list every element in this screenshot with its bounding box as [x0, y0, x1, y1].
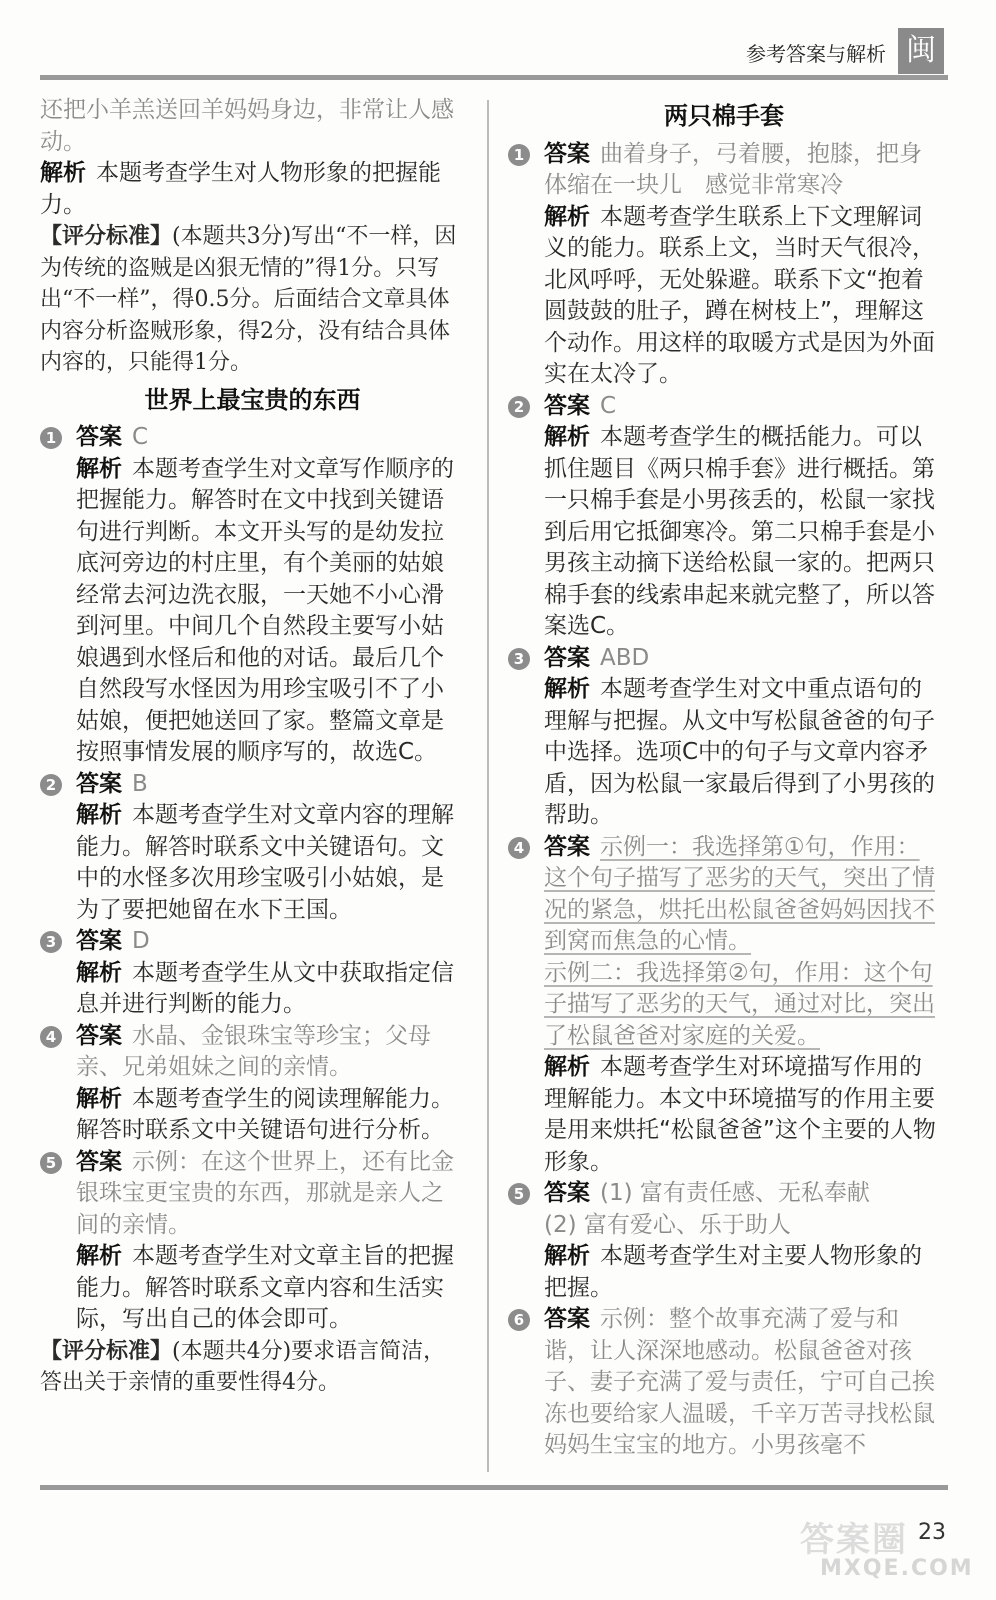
question-item [508, 1178, 940, 1304]
analysis-label: 解析 [544, 1054, 590, 1080]
answer-label: 答案 [76, 928, 122, 954]
page-number: 23 [918, 1520, 946, 1545]
section-title: 世界上最宝贵的东西 [144, 385, 361, 414]
answer-label: 答案 [76, 1148, 122, 1175]
question-number: 2 [40, 774, 62, 796]
analysis-text: 本题考查学生对环境描写作用的理解能力。本文中环境描写的作用主要是用来烘托“松鼠爸爸”这个主要的人物形象。 [544, 1054, 936, 1175]
intro-answer: 还把小羊羔送回羊妈妈身边，非常让人感动。 [40, 97, 454, 155]
analysis-label: 解析 [76, 959, 122, 986]
question-number: 1 [508, 144, 530, 166]
top-rule [40, 75, 948, 80]
right-column [508, 95, 940, 1462]
answer-text: D [132, 928, 150, 954]
analysis-label: 解析 [40, 160, 86, 186]
question-number: 1 [40, 427, 62, 449]
question-item [508, 1304, 940, 1462]
intro-analysis-block [40, 158, 465, 221]
question-item [40, 926, 465, 1021]
analysis-text: 本题考查学生对文章写作顺序的把握能力。解答时在文中找到关键语句进行判断。本文开头写的是幼发拉底河旁边的村庄里，有个美丽的姑娘经常去河边洗衣服，一天她不小心滑到河里。中间几个自然段主要写小姑娘遇到水怪后和他的对话。最后几个自然段写水怪因为用珍宝吸引不了小姑娘，便把她送回了家。整篇文章是按照事情发展的顺序写的，故选C。 [76, 455, 454, 765]
analysis-label: 解析 [76, 1243, 122, 1269]
analysis-text: 本题考查学生对文章内容的理解能力。解答时联系文中关键语句。文中的水怪多次用珍宝吸引小姑娘，是为了要把她留在水下王国。 [76, 802, 454, 923]
bottom-rule [40, 1485, 948, 1490]
question-item [508, 643, 940, 832]
answer-label: 答案 [76, 1022, 122, 1049]
answer-text: (2) 富有爱心、乐于助人 [544, 1211, 791, 1238]
answer-label: 答案 [544, 1306, 590, 1332]
question-item [508, 139, 940, 391]
answer-text: ABD [600, 644, 650, 671]
answer-text: 曲着身子，弓着腰，抱膝，把身体缩在一块儿 感觉非常寒冷 [544, 140, 922, 198]
analysis-label: 解析 [544, 676, 590, 702]
question-item [40, 1021, 465, 1147]
answer-label: 答案 [544, 1180, 590, 1206]
answer-text: 示例一：我选择第①句，作用：这个句子描写了恶劣的天气，突出了情况的紧急，烘托出松鼠爸爸妈妈因找不到窝而焦急的心情。 [544, 833, 935, 954]
analysis-label: 解析 [544, 203, 590, 230]
analysis-text: 本题考查学生的概括能力。可以抓住题目《两只棉手套》进行概括。第一只棉手套是小男孩丢的，松鼠一家找到后用它抵御寒冷。第二只棉手套是小男孩主动摘下送给松鼠一家的。把两只棉手套的线索串起来就完整了，所以答案选C。 [544, 424, 935, 639]
intro-analysis: 本题考查学生对人物形象的把握能力。 [40, 160, 441, 218]
question-number: 4 [40, 1026, 62, 1048]
answer-label: 答案 [544, 140, 590, 167]
answer-label: 答案 [544, 392, 590, 419]
answer-label: 答案 [76, 424, 122, 450]
answer-text: 示例：整个故事充满了爱与和谐，让人深深地感动。松鼠爸爸对孩子、妻子充满了爱与责任，宁可自己挨冻也要给家人温暖，千辛万苦寻找松鼠妈妈生宝宝的地方。小男孩毫不 [544, 1306, 935, 1458]
question-item [40, 769, 465, 927]
question-number: 2 [508, 396, 530, 418]
question-number: 5 [40, 1152, 62, 1174]
analysis-text: 本题考查学生对主要人物形象的把握。 [544, 1243, 922, 1301]
question-item [508, 391, 940, 643]
section-title: 两只棉手套 [664, 102, 784, 130]
scoring-text: (本题共3分)写出“不一样，因为传统的盗贼是凶狠无情的”得1分。只写出“不一样”，得0.5分。后面结合文章具体内容分析盗贼形象，得2分，没有结合具体内容的，只能得1分。 [40, 224, 457, 375]
answer-text: C [132, 424, 149, 450]
question-number: 3 [508, 648, 530, 670]
question-number: 5 [508, 1183, 530, 1205]
question-item [508, 832, 940, 1179]
scoring-label: 【评分标准】 [40, 223, 173, 249]
question-item [40, 1147, 465, 1336]
header-title: 参考答案与解析 [746, 42, 886, 66]
region-badge: 闽 [898, 28, 944, 74]
answer-text: C [600, 392, 617, 419]
answer-text: 示例：在这个世界上，还有比金银珠宝更宝贵的东西，那就是亲人之间的亲情。 [76, 1148, 454, 1238]
scoring-label: 【评分标准】 [40, 1337, 173, 1364]
analysis-label: 解析 [76, 802, 122, 828]
analysis-text: 本题考查学生对文中重点语句的理解与把握。从文中写松鼠爸爸的句子中选择。选项C中的句子与文章内容矛盾，因为松鼠一家最后得到了小男孩的帮助。 [544, 676, 935, 828]
answer-label: 答案 [544, 833, 590, 860]
analysis-text: 本题考查学生联系上下文理解词义的能力。联系上文，当时天气很冷，北风呼呼，无处躲避。联系下文“抱着圆鼓鼓的肚子，蹲在树枝上”，理解这个动作。用这样的取暖方式是因为外面实在太冷了。 [544, 203, 935, 387]
column-divider [487, 100, 489, 1472]
question-item [40, 422, 465, 769]
answer-text: 示例二：我选择第②句，作用：这个句子描写了恶劣的天气，通过对比，突出了松鼠爸爸对家庭的关爱。 [544, 959, 935, 1049]
analysis-label: 解析 [76, 455, 122, 482]
analysis-text: 本题考查学生的阅读理解能力。解答时联系文中关键语句进行分析。 [76, 1085, 454, 1143]
left-column [40, 95, 465, 1399]
analysis-label: 解析 [544, 424, 590, 450]
analysis-label: 解析 [544, 1243, 590, 1269]
analysis-label: 解析 [76, 1085, 122, 1112]
answer-label: 答案 [76, 770, 122, 797]
answer-text: 水晶、金银珠宝等珍宝；父母亲、兄弟姐妹之间的亲情。 [76, 1022, 431, 1080]
answer-label: 答案 [544, 644, 590, 671]
analysis-text: 本题考查学生对文章主旨的把握能力。解答时联系文章内容和生活实际，写出自己的体会即可。 [76, 1243, 454, 1332]
question-number: 6 [508, 1309, 530, 1331]
answer-text: (1) 富有责任感、无私奉献 [600, 1180, 870, 1206]
scoring-text: (本题共4分)要求语言简洁，答出关于亲情的重要性得4分。 [40, 1338, 446, 1395]
question-number: 4 [508, 837, 530, 859]
analysis-text: 本题考查学生从文中获取指定信息并进行判断的能力。 [76, 959, 454, 1017]
scoring-note [40, 1336, 465, 1399]
watermark-logo: 答案圈 [800, 1520, 908, 1560]
scoring-note [40, 221, 465, 379]
question-number: 3 [40, 931, 62, 953]
answer-text: B [132, 770, 148, 797]
watermark-url: MXQE.COM [820, 1556, 974, 1581]
